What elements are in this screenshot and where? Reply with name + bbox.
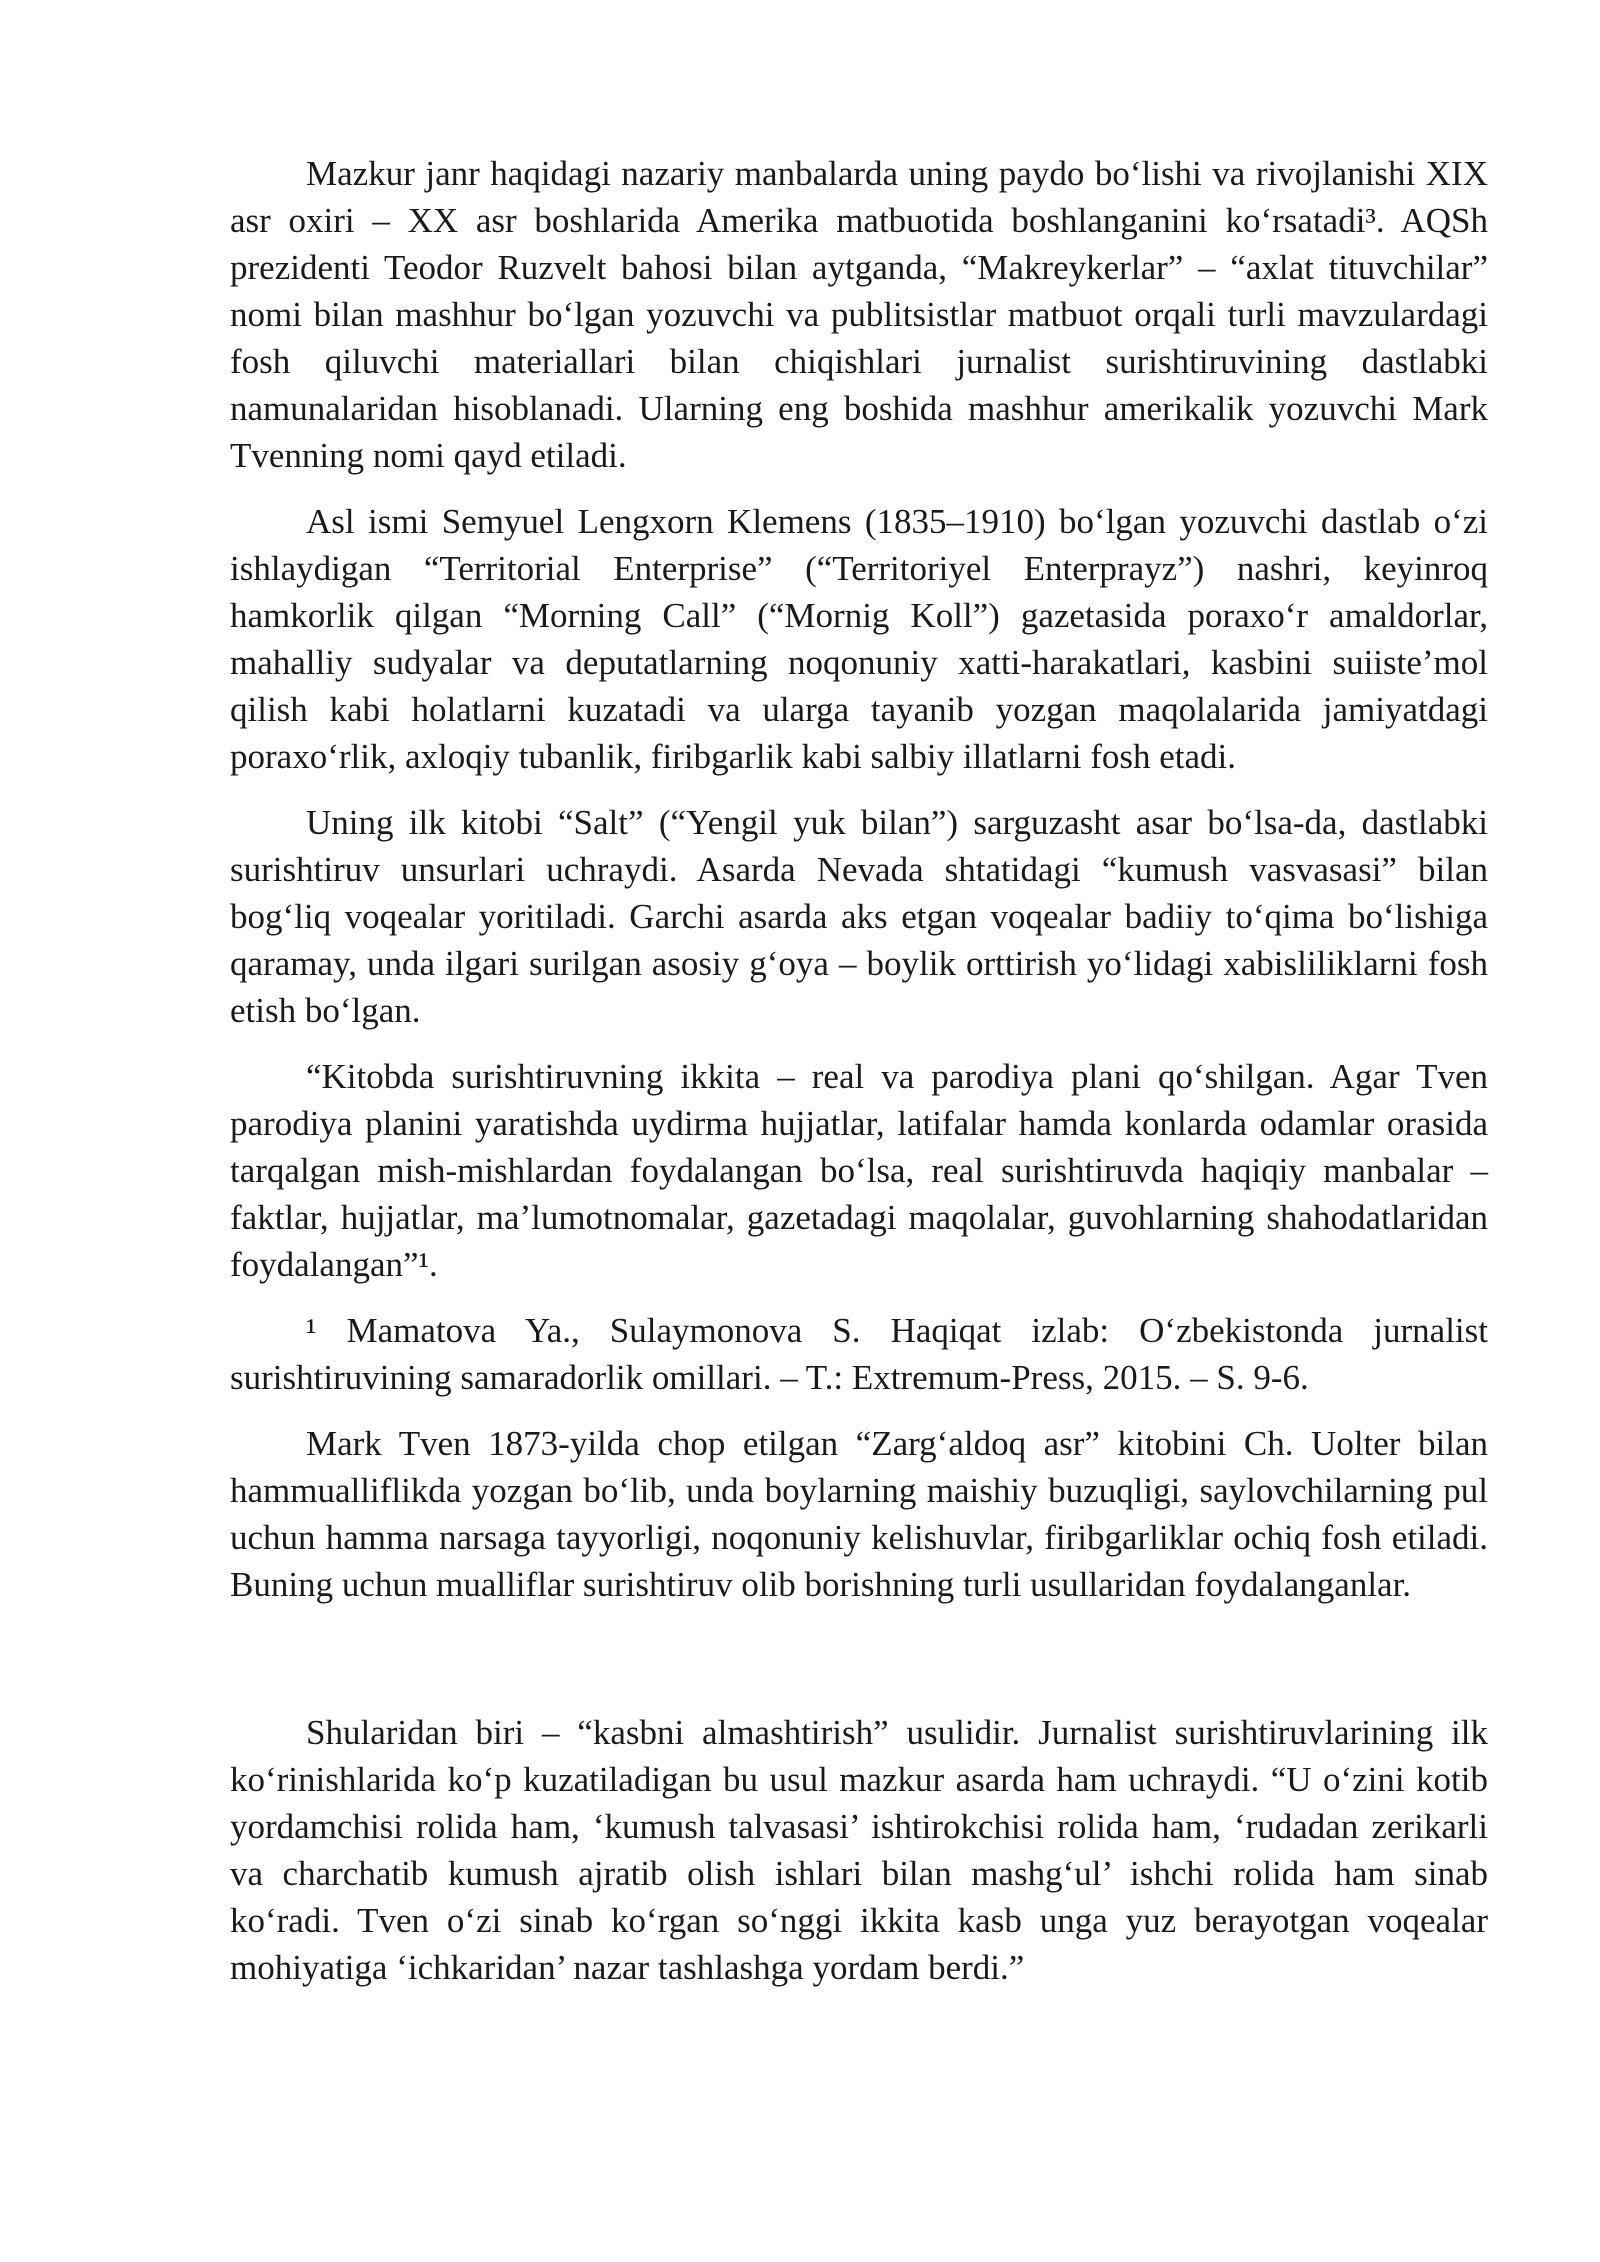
footnote: ¹ Mamatova Ya., Sulaymonova S. Haqiqat izlab: Oʻzbekistonda jurnalist surishtiruvining samaradorlik omillari. – T.: Extremum-Press, 2015. – S. 9-6. bbox=[230, 1311, 1488, 1397]
paragraph-first-book: Uning ilk kitobi “Salt” (“Yengil yuk bilan”) sarguzasht asar boʻlsa-da, dastlabki surishtiruv unsurlari uchraydi. Asarda Nevada shtatidagi “kumush vasvasasi” bilan bogʻliq voqealar yoritiladi. Garchi asarda aks etgan voqealar badiiy toʻqima boʻlishiga qaramay, unda ilgari surilgan asosiy gʻoya – boylik orttirish yoʻlidagi xabisliliklarni fosh etish boʻlgan. bbox=[230, 803, 1488, 1030]
spacer bbox=[230, 1627, 1488, 1709]
paragraph-clemens: Asl ismi Semyuel Lengxorn Klemens (1835–1910) boʻlgan yozuvchi dastlab oʻzi ishlaydigan “Territorial Enterprise” (“Territoriyel Enterprayz”) nashri, keyinroq hamkorlik qilgan “Morning Call” (“Mornig Koll”) gazetasida poraxoʻr amaldorlar, mahalliy sudyalar va deputatlarning noqonuniy xatti-harakatlari, kasbini suiisteʼmol qilish kabi holatlarni kuzatadi va ularga tayanib yozgan maqolalarida jamiyatdagi poraxoʻrlik, axloqiy tubanlik, firibgarlik kabi salbiy illatlarni fosh etadi. bbox=[230, 502, 1488, 776]
paragraph-profession-change: Shularidan biri – “kasbni almashtirish” usulidir. Jurnalist surishtiruvlarining ilk koʻrinishlarida koʻp kuzatiladigan bu usul mazkur asarda ham uchraydi. “U oʻzini kotib yordamchisi rolida ham, ‘kumush talvasasi’ ishtirokchisi rolida ham, ‘rudadan zerikarli va charchatib kumush ajratib olish ishlari bilan mashgʻul’ ishchi rolida ham sinab koʻradi. Tven oʻzi sinab koʻrgan soʻnggi ikkita kasb unga yuz berayotgan voqealar mohiyatiga ‘ichkaridan’ nazar tashlashga yordam berdi.” bbox=[230, 1713, 1488, 1987]
paragraph-muckrakers: Mazkur janr haqidagi nazariy manbalarda uning paydo boʻlishi va rivojlanishi XIX asr oxiri – XX asr boshlarida Amerika matbuotida boshlanganini koʻrsatadi³. AQSh prezidenti Teodor Ruzvelt bahosi bilan aytganda, “Makreykerlar” – “axlat tituvchilar” nomi bilan mashhur boʻlgan yozuvchi va publitsistlar matbuot orqali turli mavzulardagi fosh qiluvchi materiallari bilan chiqishlari jurnalist surishtiruvining dastlabki namunalaridan hisoblanadi. Ularning eng boshida mashhur amerikalik yozuvchi Mark Tvenning nomi qayd etiladi. bbox=[230, 154, 1488, 475]
paragraph-quote: “Kitobda surishtiruvning ikkita – real va parodiya plani qoʻshilgan. Agar Tven parodiya planini yaratishda uydirma hujjatlar, latifalar hamda konlarda odamlar orasida tarqalgan mish-mishlardan foydalangan boʻlsa, real surishtiruvda haqiqiy manbalar – faktlar, hujjatlar, maʼlumotnomalar, gazetadagi maqolalar, guvohlarning shahodatlaridan foydalangan”¹. bbox=[230, 1057, 1488, 1284]
paragraph-gilded-age: Mark Tven 1873-yilda chop etilgan “Zargʻaldoq asr” kitobini Ch. Uolter bilan hammualliflikda yozgan boʻlib, unda boylarning maishiy buzuqligi, saylovchilarning pul uchun hamma narsaga tayyorligi, noqonuniy kelishuvlar, firibgarliklar ochiq fosh etiladi. Buning uchun mualliflar surishtiruv olib borishning turli usullaridan foydalanganlar. bbox=[230, 1424, 1488, 1604]
document-page bbox=[230, 150, 1488, 2010]
